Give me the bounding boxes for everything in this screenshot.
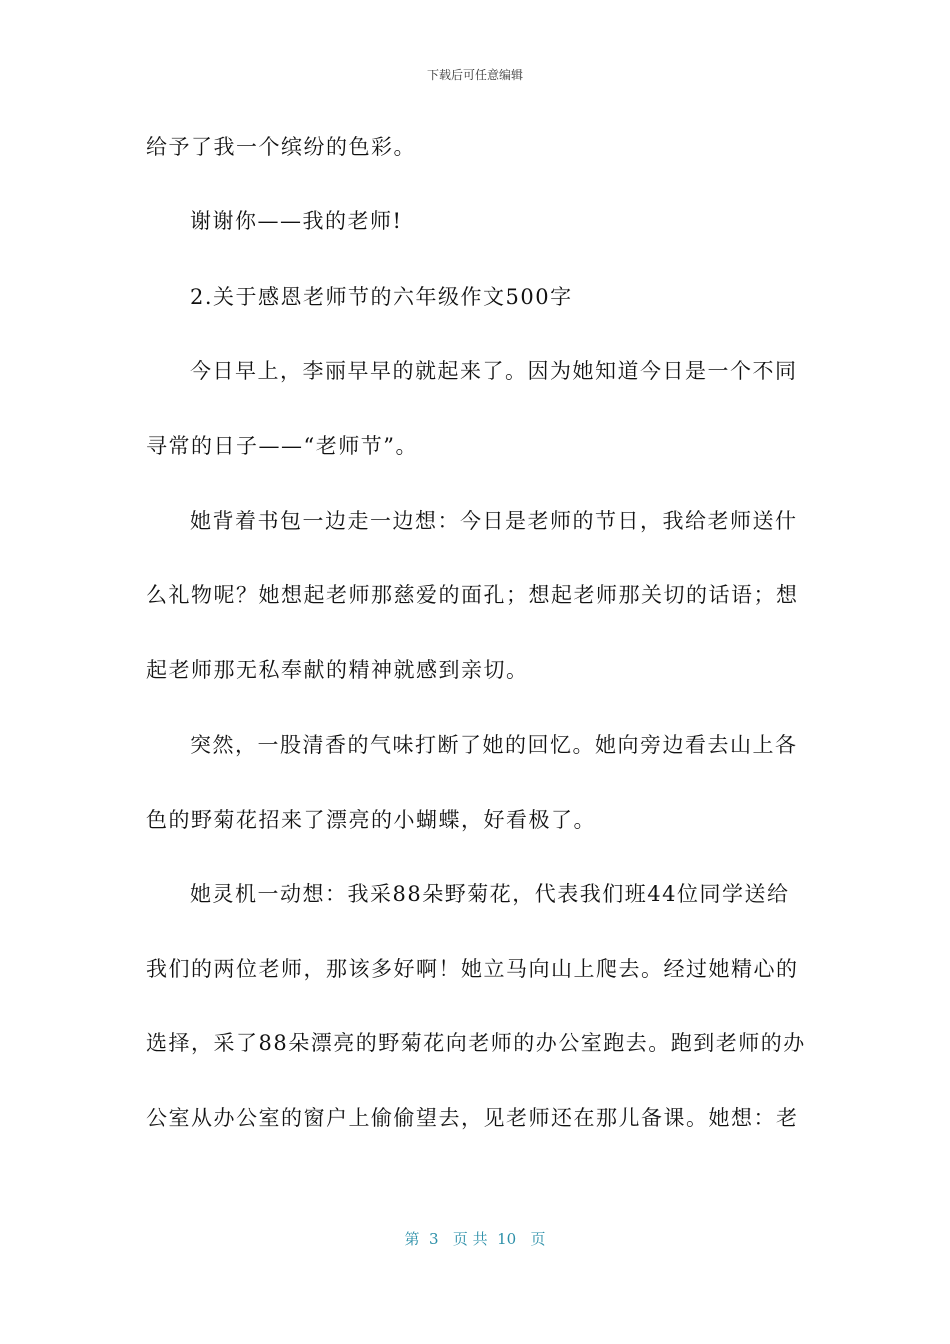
text-line: 起老师那无私奉献的精神就感到亲切。 (146, 658, 529, 682)
text-line: 她灵机一动想：我采88朵野菊花，代表我们班44位同学送给 (190, 882, 790, 906)
text-line: 寻常的日子——“老师节”。 (146, 434, 418, 458)
section-heading: 2.关于感恩老师节的六年级作文500字 (190, 285, 573, 309)
text-line: 给予了我一个缤纷的色彩。 (146, 135, 416, 159)
page-number-footer: 第 3 页 共 10 页 (404, 1230, 546, 1248)
text-line: 我们的两位老师，那该多好啊！她立马向山上爬去。经过她精心的 (146, 957, 799, 981)
text-line: 今日早上，李丽早早的就起来了。因为她知道今日是一个不同 (190, 359, 798, 383)
text-line: 色的野菊花招来了漂亮的小蝴蝶，好看极了。 (146, 808, 596, 832)
text-line: 么礼物呢？她想起老师那慈爱的面孔；想起老师那关切的话语；想 (146, 583, 799, 607)
text-line: 谢谢你——我的老师! (190, 209, 403, 233)
text-line: 公室从办公室的窗户上偷偷望去，见老师还在那儿备课。她想：老 (146, 1106, 799, 1130)
text-line: 突然，一股清香的气味打断了她的回忆。她向旁边看去山上各 (190, 733, 798, 757)
text-line: 选择，采了88朵漂亮的野菊花向老师的办公室跑去。跑到老师的办 (146, 1031, 806, 1055)
page-header: 下载后可任意编辑 (426, 68, 523, 82)
text-line: 她背着书包一边走一边想：今日是老师的节日，我给老师送什 (190, 509, 798, 533)
